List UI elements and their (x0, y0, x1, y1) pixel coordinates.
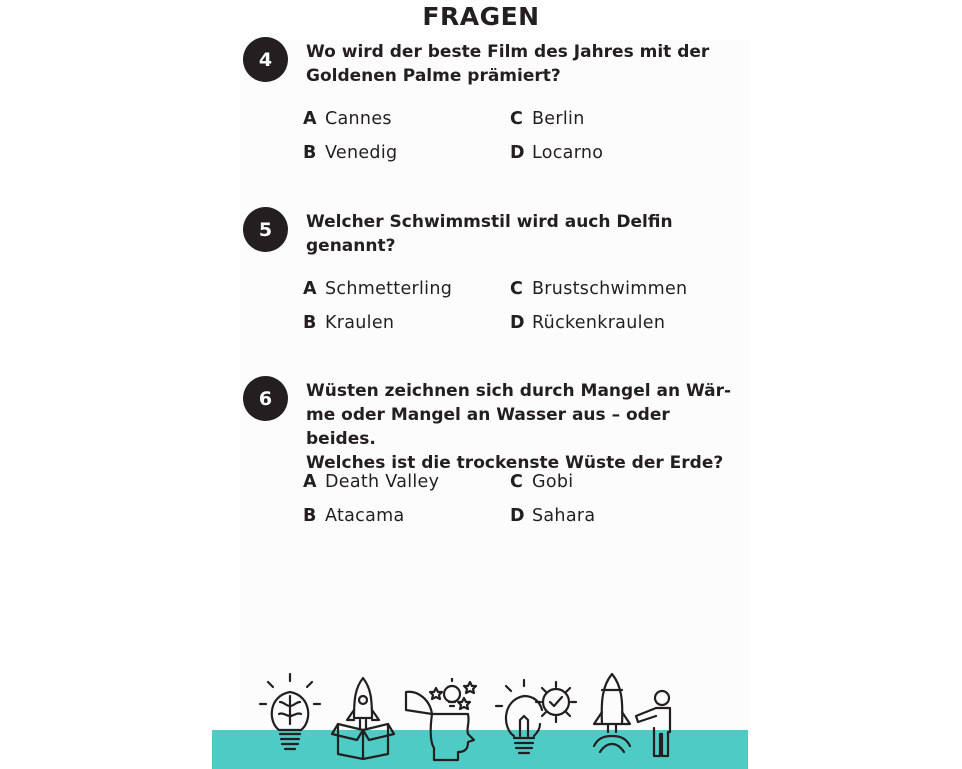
page-title: FRAGEN (422, 2, 540, 31)
option-text: Schmetterling (325, 279, 453, 299)
question-line: Goldenen Palme prämiert? (306, 66, 561, 86)
answer-option-a[interactable] (303, 470, 439, 494)
question-line: genannt? (306, 236, 396, 256)
option-text: Sahara (532, 506, 596, 526)
question-line: Welcher Schwimmstil wird auch Delfin (306, 212, 673, 232)
option-text: Atacama (325, 506, 405, 526)
question-line: Wüsten zeichnen sich durch Mangel an Wär- (306, 381, 732, 401)
option-letter: D (510, 506, 525, 526)
answer-option-a[interactable] (303, 107, 392, 131)
answer-option-b[interactable] (303, 141, 397, 165)
option-letter: C (510, 109, 523, 129)
option-letter: A (303, 279, 317, 299)
option-letter: D (510, 143, 525, 163)
option-letter: B (303, 506, 317, 526)
question-number-badge: 6 (243, 376, 288, 421)
answer-option-d[interactable] (510, 504, 595, 528)
question-line: me oder Mangel an Wasser aus – oder beides. (306, 405, 670, 449)
option-letter: A (303, 109, 317, 129)
question-number-badge: 4 (243, 37, 288, 82)
option-letter: D (510, 313, 525, 333)
option-text: Locarno (532, 143, 604, 163)
question-text (306, 40, 736, 88)
option-letter: B (303, 143, 317, 163)
answer-option-c[interactable] (510, 107, 585, 131)
question-line: Wo wird der beste Film des Jahres mit der (306, 42, 710, 62)
footer-accent-bar (212, 730, 748, 769)
question-text (306, 379, 736, 475)
option-text: Venedig (325, 143, 398, 163)
question-number-badge: 5 (243, 207, 288, 252)
option-letter: C (510, 279, 523, 299)
question-text (306, 210, 736, 258)
answer-option-c[interactable] (510, 277, 687, 301)
option-letter: C (510, 472, 523, 492)
answer-option-c[interactable] (510, 470, 573, 494)
answer-option-b[interactable] (303, 311, 394, 335)
option-text: Cannes (325, 109, 392, 129)
option-text: Kraulen (325, 313, 395, 333)
option-text: Berlin (532, 109, 585, 129)
option-text: Death Valley (325, 472, 440, 492)
question-line: Welches ist die trockenste Wüste der Erde? (306, 453, 724, 473)
answer-option-b[interactable] (303, 504, 404, 528)
option-letter: A (303, 472, 317, 492)
answer-option-a[interactable] (303, 277, 452, 301)
option-text: Brustschwimmen (532, 279, 688, 299)
answer-option-d[interactable] (510, 311, 665, 335)
answer-option-d[interactable] (510, 141, 603, 165)
option-letter: B (303, 313, 317, 333)
option-text: Rückenkraulen (532, 313, 666, 333)
option-text: Gobi (532, 472, 574, 492)
